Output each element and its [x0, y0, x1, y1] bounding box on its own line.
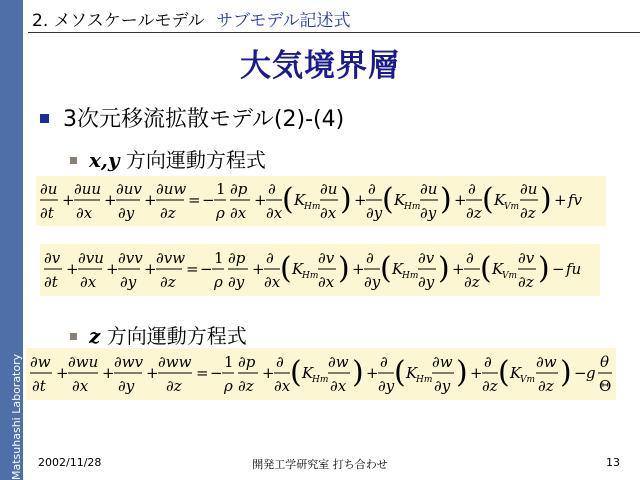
svg-text:+: + — [66, 260, 79, 278]
svg-text:∂x: ∂x — [76, 204, 93, 222]
svg-text:Vm: Vm — [520, 375, 536, 385]
svg-text:−: − — [552, 260, 565, 278]
svg-text:+: + — [144, 191, 157, 209]
sub-bullet-square-icon — [70, 333, 77, 340]
svg-text:+: + — [102, 364, 115, 382]
svg-text:∂w: ∂w — [328, 353, 349, 371]
svg-text:∂ww: ∂ww — [158, 353, 192, 371]
equation-v-momentum — [40, 244, 600, 296]
svg-text:∂: ∂ — [266, 249, 274, 267]
svg-text:∂: ∂ — [484, 353, 492, 371]
svg-text:∂: ∂ — [380, 353, 388, 371]
sub-bullet-text: 方向運動方程式 — [106, 324, 247, 348]
svg-text:∂: ∂ — [276, 353, 284, 371]
svg-text:+: + — [262, 364, 275, 382]
svg-text:): ) — [340, 182, 352, 217]
svg-text:∂z: ∂z — [166, 377, 182, 395]
svg-text:∂wv: ∂wv — [114, 353, 144, 371]
svg-text:∂x: ∂x — [274, 377, 291, 395]
main-bullet — [40, 102, 344, 133]
header-divider — [28, 32, 640, 33]
svg-text:fu: fu — [566, 260, 582, 278]
svg-text:∂p: ∂p — [230, 180, 248, 198]
svg-text:∂u: ∂u — [520, 180, 538, 198]
section-number: 2. — [32, 11, 49, 31]
svg-text:∂y: ∂y — [118, 204, 135, 222]
sub-bullet-var: z — [89, 324, 101, 348]
svg-text:+: + — [366, 364, 379, 382]
svg-text:Θ: Θ — [599, 377, 612, 395]
svg-text:∂uu: ∂uu — [74, 180, 102, 198]
svg-text:∂w: ∂w — [432, 353, 453, 371]
svg-text:∂z: ∂z — [518, 273, 534, 291]
svg-text:): ) — [538, 251, 550, 286]
svg-text:K: K — [510, 364, 522, 382]
sub-bullet-z — [70, 320, 247, 349]
sidebar-lab-label: Matsuhashi Laboratory — [10, 353, 23, 480]
svg-text:1: 1 — [214, 249, 224, 267]
svg-text:+: + — [56, 364, 69, 382]
svg-text:(: ( — [498, 355, 510, 390]
svg-text:∂p: ∂p — [228, 249, 246, 267]
svg-text:−: − — [202, 191, 215, 209]
svg-text:∂x: ∂x — [266, 204, 283, 222]
svg-text:∂y: ∂y — [366, 204, 383, 222]
svg-text:K: K — [494, 191, 506, 209]
svg-text:∂v: ∂v — [518, 249, 535, 267]
svg-text:): ) — [338, 251, 350, 286]
equation-u-momentum — [36, 176, 606, 226]
svg-text:∂u: ∂u — [40, 180, 58, 198]
svg-text:θ: θ — [600, 353, 610, 371]
footer-page-number: 13 — [606, 456, 620, 469]
svg-text:(: ( — [382, 182, 394, 217]
svg-text:(: ( — [280, 251, 292, 286]
svg-text:∂z: ∂z — [160, 204, 176, 222]
svg-text:∂uv: ∂uv — [116, 180, 142, 198]
svg-text:∂v: ∂v — [318, 249, 335, 267]
svg-text:∂wu: ∂wu — [68, 353, 99, 371]
svg-text:∂: ∂ — [466, 249, 474, 267]
svg-text:K: K — [492, 260, 504, 278]
svg-text:Hm: Hm — [404, 202, 421, 212]
svg-text:∂y: ∂y — [118, 377, 135, 395]
svg-text:∂v: ∂v — [418, 249, 435, 267]
svg-text:(: ( — [394, 355, 406, 390]
svg-text:Hm: Hm — [312, 375, 329, 385]
equation-w-svg — [26, 348, 616, 400]
sub-bullet-var: x,y — [89, 148, 120, 172]
svg-text:∂z: ∂z — [482, 377, 498, 395]
svg-text:∂u: ∂u — [420, 180, 438, 198]
svg-text:1: 1 — [224, 353, 234, 371]
svg-text:+: + — [352, 260, 365, 278]
svg-text:Vm: Vm — [504, 202, 520, 212]
svg-text:∂y: ∂y — [434, 377, 451, 395]
svg-text:ρ: ρ — [214, 273, 223, 291]
svg-text:Vm: Vm — [502, 271, 518, 281]
svg-text:g: g — [586, 364, 596, 382]
svg-text:+: + — [254, 191, 267, 209]
svg-text:+: + — [104, 191, 117, 209]
svg-text:+: + — [62, 191, 75, 209]
svg-text:+: + — [454, 191, 467, 209]
sub-bullet-text: 方向運動方程式 — [125, 148, 266, 172]
svg-text:+: + — [452, 260, 465, 278]
svg-text:Hm: Hm — [302, 271, 319, 281]
svg-text:+: + — [470, 364, 483, 382]
svg-text:∂vu: ∂vu — [78, 249, 104, 267]
svg-text:): ) — [352, 355, 364, 390]
section-category: メソスケールモデル — [53, 11, 205, 31]
svg-text:+: + — [554, 191, 567, 209]
svg-text:−: − — [574, 364, 587, 382]
svg-text:∂z: ∂z — [538, 377, 554, 395]
main-bullet-text: 3次元移流拡散モデル — [63, 107, 274, 132]
svg-text:+: + — [144, 260, 157, 278]
svg-text:∂y: ∂y — [364, 273, 381, 291]
sub-bullet-square-icon — [70, 157, 77, 164]
slide-header — [32, 6, 351, 31]
svg-text:∂x: ∂x — [318, 273, 335, 291]
svg-text:+: + — [106, 260, 119, 278]
svg-text:K: K — [302, 364, 314, 382]
svg-text:): ) — [456, 355, 468, 390]
equation-u-svg — [36, 176, 606, 226]
svg-text:∂y: ∂y — [418, 273, 435, 291]
svg-text:+: + — [252, 260, 265, 278]
svg-text:∂z: ∂z — [238, 377, 254, 395]
svg-text:): ) — [560, 355, 572, 390]
bullet-square-icon — [40, 114, 49, 123]
equation-w-momentum — [26, 348, 616, 400]
svg-text:∂z: ∂z — [160, 273, 176, 291]
svg-text:=: = — [196, 364, 209, 382]
svg-text:): ) — [438, 251, 450, 286]
svg-text:∂y: ∂y — [420, 204, 437, 222]
svg-text:K: K — [292, 260, 304, 278]
svg-text:∂z: ∂z — [466, 204, 482, 222]
svg-text:(: ( — [282, 182, 294, 217]
svg-text:(: ( — [480, 251, 492, 286]
svg-text:+: + — [146, 364, 159, 382]
svg-text:1: 1 — [216, 180, 226, 198]
main-bullet-ref: (2)-(4) — [273, 107, 345, 132]
svg-text:K: K — [294, 191, 306, 209]
svg-text:∂x: ∂x — [72, 377, 89, 395]
svg-text:∂x: ∂x — [230, 204, 247, 222]
svg-text:ρ: ρ — [224, 377, 233, 395]
svg-text:=: = — [186, 260, 199, 278]
svg-text:∂: ∂ — [366, 249, 374, 267]
svg-text:∂y: ∂y — [120, 273, 137, 291]
svg-text:(: ( — [290, 355, 302, 390]
svg-text:(: ( — [482, 182, 494, 217]
svg-text:∂x: ∂x — [80, 273, 97, 291]
svg-text:∂w: ∂w — [30, 353, 51, 371]
svg-text:K: K — [392, 260, 404, 278]
svg-text:K: K — [394, 191, 406, 209]
svg-text:∂uw: ∂uw — [156, 180, 187, 198]
svg-text:∂z: ∂z — [464, 273, 480, 291]
svg-text:∂z: ∂z — [520, 204, 536, 222]
svg-text:∂u: ∂u — [320, 180, 338, 198]
svg-text:∂: ∂ — [268, 180, 276, 198]
svg-text:∂y: ∂y — [228, 273, 245, 291]
svg-text:−: − — [200, 260, 213, 278]
svg-text:Hm: Hm — [416, 375, 433, 385]
svg-text:∂x: ∂x — [320, 204, 337, 222]
section-subtitle: サブモデル記述式 — [216, 11, 351, 31]
slide-title: 大気境界層 — [240, 48, 400, 84]
svg-text:∂t: ∂t — [32, 377, 46, 395]
equation-v-svg — [40, 244, 600, 296]
svg-text:∂x: ∂x — [330, 377, 347, 395]
svg-text:∂x: ∂x — [264, 273, 281, 291]
footer-center-text: 開発工学研究室 打ち合わせ — [252, 458, 388, 471]
footer-date: 2002/11/28 — [38, 456, 102, 469]
svg-text:∂v: ∂v — [44, 249, 61, 267]
svg-text:∂vw: ∂vw — [156, 249, 186, 267]
svg-text:): ) — [540, 182, 552, 217]
svg-text:): ) — [440, 182, 452, 217]
svg-text:+: + — [354, 191, 367, 209]
sub-bullet-xy — [70, 144, 266, 173]
svg-text:∂vv: ∂vv — [118, 249, 143, 267]
svg-text:K: K — [406, 364, 418, 382]
svg-text:fv: fv — [568, 191, 583, 209]
svg-text:∂y: ∂y — [378, 377, 395, 395]
svg-text:Hm: Hm — [304, 202, 321, 212]
svg-text:(: ( — [380, 251, 392, 286]
svg-text:∂p: ∂p — [238, 353, 256, 371]
svg-text:∂: ∂ — [468, 180, 476, 198]
svg-text:∂t: ∂t — [40, 204, 54, 222]
svg-text:=: = — [188, 191, 201, 209]
svg-text:ρ: ρ — [216, 204, 225, 222]
svg-text:−: − — [210, 364, 223, 382]
svg-text:Hm: Hm — [402, 271, 419, 281]
svg-text:∂w: ∂w — [536, 353, 557, 371]
svg-text:∂t: ∂t — [44, 273, 58, 291]
svg-text:∂: ∂ — [368, 180, 376, 198]
